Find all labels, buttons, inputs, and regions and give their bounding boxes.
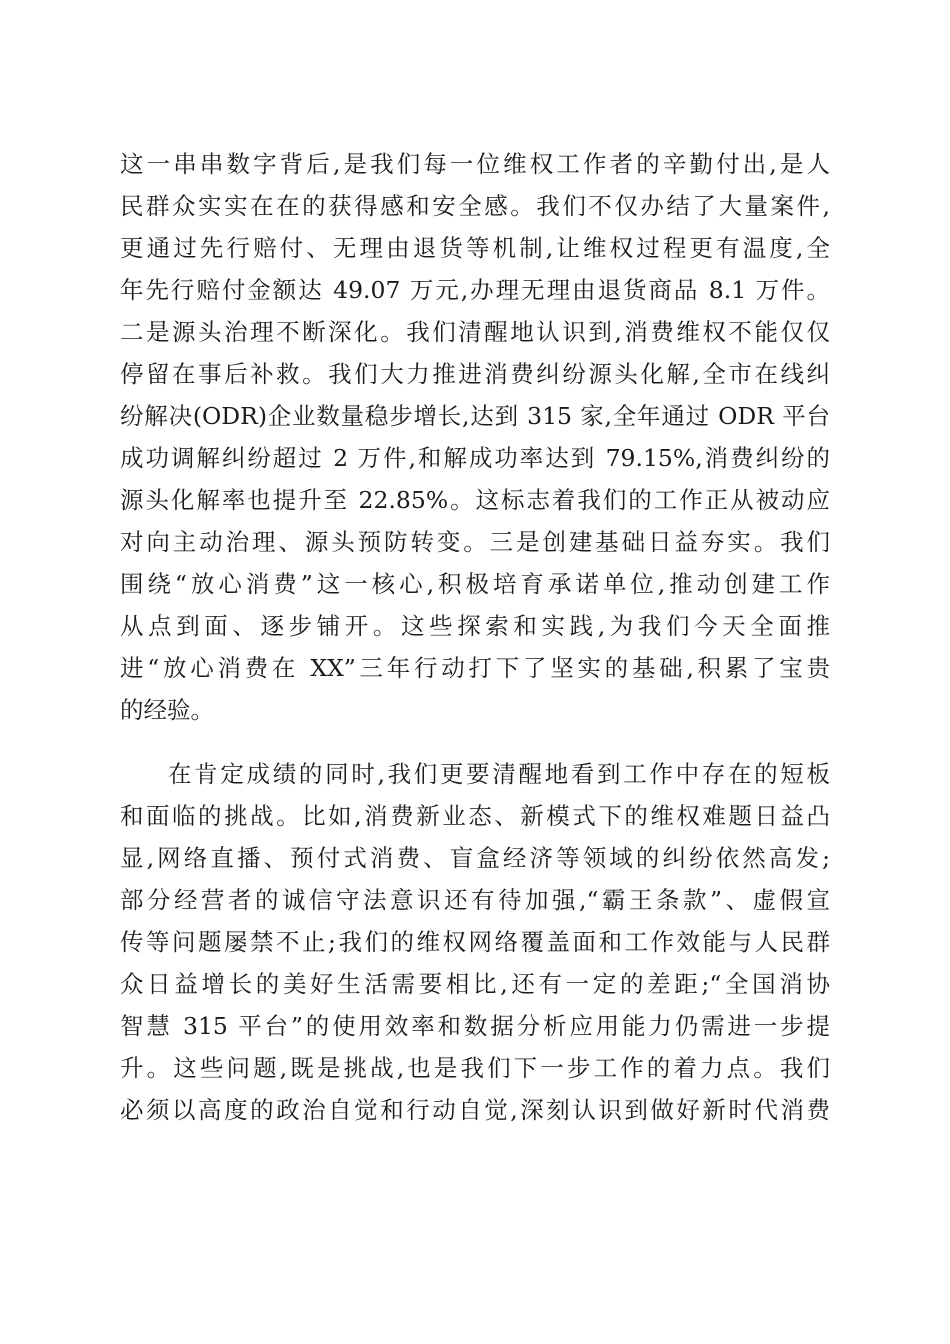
text-line: 智慧 315 平台”的使用效率和数据分析应用能力仍需进一步提: [120, 1012, 830, 1040]
text-line: 民群众实实在在的获得感和安全感。我们不仅办结了大量案件,: [120, 192, 830, 220]
text-line: 年先行赔付金额达 49.07 万元,办理无理由退货商品 8.1 万件。: [120, 276, 830, 304]
text-line: 显,网络直播、预付式消费、盲盒经济等领域的纠纷依然高发;: [120, 844, 830, 872]
text-line: 二是源头治理不断深化。我们清醒地认识到,消费维权不能仅仅: [120, 318, 830, 346]
text-line: 传等问题屡禁不止;我们的维权网络覆盖面和工作效能与人民群: [120, 928, 830, 956]
text-line: 升。这些问题,既是挑战,也是我们下一步工作的着力点。我们: [120, 1054, 830, 1082]
text-line: 进“放心消费在 XX”三年行动打下了坚实的基础,积累了宝贵: [120, 654, 830, 682]
text-line: 和面临的挑战。比如,消费新业态、新模式下的维权难题日益凸: [120, 802, 830, 830]
text-line: 的经验。: [120, 696, 214, 724]
paragraph-1: [120, 143, 830, 731]
text-line: 这一串串数字背后,是我们每一位维权工作者的辛勤付出,是人: [120, 150, 830, 178]
text-line: 围绕“放心消费”这一核心,积极培育承诺单位,推动创建工作: [120, 570, 830, 598]
text-line: 纷解决(ODR)企业数量稳步增长,达到 315 家,全年通过 ODR 平台: [120, 402, 830, 430]
paragraph-2: [120, 753, 830, 1131]
text-line: 从点到面、逐步铺开。这些探索和实践,为我们今天全面推: [120, 612, 830, 640]
text-line: 众日益增长的美好生活需要相比,还有一定的差距;“全国消协: [120, 970, 830, 998]
text-line: 源头化解率也提升至 22.85%。这标志着我们的工作正从被动应: [120, 486, 830, 514]
text-line: 成功调解纠纷超过 2 万件,和解成功率达到 79.15%,消费纠纷的: [120, 444, 830, 472]
text-line: 对向主动治理、源头预防转变。三是创建基础日益夯实。我们: [120, 528, 830, 556]
text-line: 停留在事后补救。我们大力推进消费纠纷源头化解,全市在线纠: [120, 360, 830, 388]
text-line: 必须以高度的政治自觉和行动自觉,深刻认识到做好新时代消费: [120, 1096, 830, 1124]
text-line: 更通过先行赔付、无理由退货等机制,让维权过程更有温度,全: [120, 234, 830, 262]
text-line: 部分经营者的诚信守法意识还有待加强,“霸王条款”、虚假宣: [120, 886, 830, 914]
text-line: 在肯定成绩的同时,我们更要清醒地看到工作中存在的短板: [168, 760, 830, 788]
